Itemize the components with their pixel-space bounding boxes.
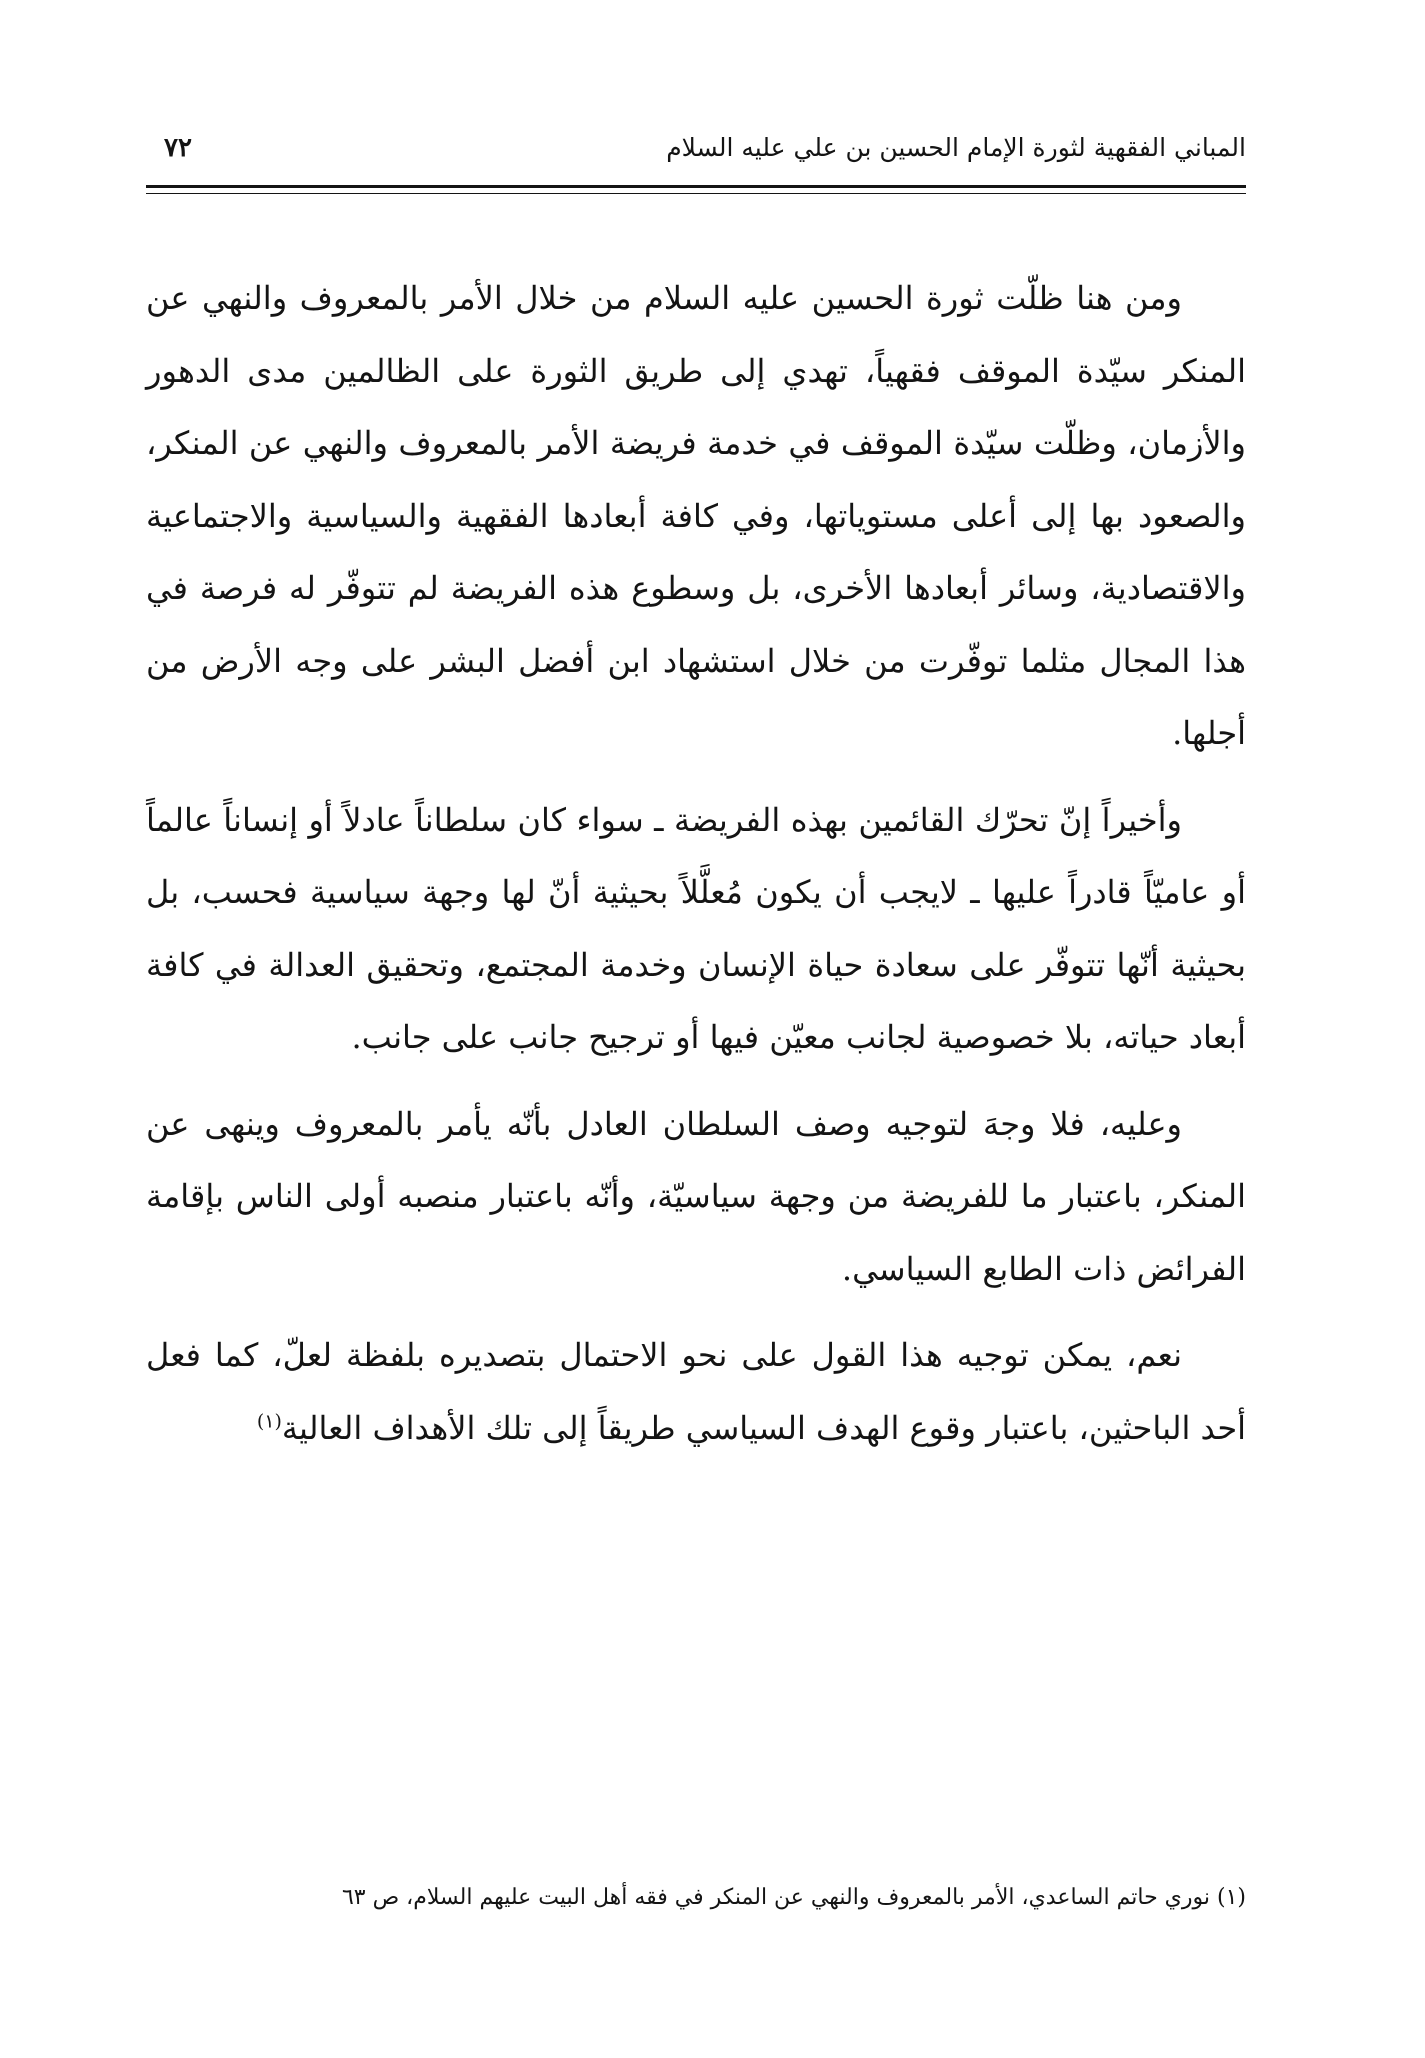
- paragraph-4: [146, 1319, 1246, 1464]
- footnote-text: (١) نوري حاتم الساعدي، الأمر بالمعروف والنهي عن المنكر في فقه أهل البيت عليهم السلام، ص ٦٣: [341, 1885, 1246, 1910]
- page-number: ٧٢: [164, 133, 192, 163]
- footnote-marker[interactable]: (١): [256, 1409, 282, 1432]
- running-title: المباني الفقهية لثورة الإمام الحسين بن علي عليه السلام: [666, 133, 1246, 162]
- paragraph-2: [146, 784, 1246, 1074]
- header-rule-thin: [146, 193, 1246, 194]
- paragraph-2-text: وأخيراً إنّ تحرّك القائمين بهذه الفريضة ـ سواء كان سلطاناً عادلاً أو إنساناً عالماً أو عاميّاً قادراً عليها ـ لايجب أن يكون مُعلَّلاً بحيثية أنّ لها وجهة سياسية فحسب، بل بحيثية أنّها تتوفّر على سعادة حياة الإنسان وخدمة المجتمع، وتحقيق العدالة في كافة أبعاد حياته، بلا خصوصية لجانب معيّن فيها أو ترجيح جانب على جانب.: [146, 800, 1247, 1056]
- paragraph-4-text: نعم، يمكن توجيه هذا القول على نحو الاحتمال بتصديره بلفظة لعلّ، كما فعل أحد الباحثين، باعتبار وقوع الهدف السياسي طريقاً إلى تلك الأهداف العالية: [146, 1336, 1246, 1447]
- paragraph-3: [146, 1088, 1246, 1306]
- paragraph-1: [146, 262, 1246, 770]
- paragraph-1-text: ومن هنا ظلّت ثورة الحسين عليه السلام من خلال الأمر بالمعروف والنهي عن المنكر سيّدة الموقف فقهياً، تهدي إلى طريق الثورة على الظالمين مدى الدهور والأزمان، وظلّت سيّدة الموقف في خدمة فريضة الأمر بالمعروف والنهي عن المنكر، والصعود بها إلى أعلى مستوياتها، وفي كافة أبعادها الفقهية والسياسية والاجتماعية والاقتصادية، وسائر أبعادها الأخرى، بل وسطوع هذه الفريضة لم تتوفّر له فرصة في هذا المجال مثلما توفّرت من خلال استشهاد ابن أفضل البشر على وجه الأرض من أجلها.: [146, 279, 1247, 752]
- header-rule-thick: [146, 185, 1246, 188]
- body-text: [146, 262, 1246, 1478]
- paragraph-3-text: وعليه، فلا وجهَ لتوجيه وصف السلطان العادل بأنّه يأمر بالمعروف وينهى عن المنكر، باعتبار ما للفريضة من وجهة سياسيّة، وأنّه باعتبار منصبه أولى الناس بإقامة الفرائض ذات الطابع السياسي.: [146, 1104, 1246, 1288]
- footnote: [146, 1880, 1246, 1916]
- page-header: [146, 128, 1246, 168]
